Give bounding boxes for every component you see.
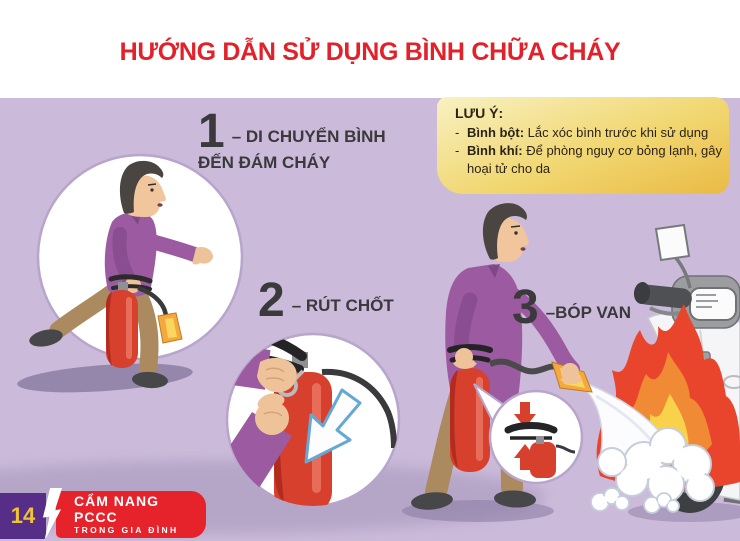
page-title: HƯỚNG DẪN SỬ DỤNG BÌNH CHỮA CHÁY — [119, 38, 621, 66]
step3-number: 3 — [512, 281, 539, 334]
bullet-dash: - — [455, 143, 460, 158]
book-title: CẨM NANG PCCC — [74, 493, 159, 525]
note-item-powder: - Bình bột: Lắc xóc bình trước khi sử dụng — [455, 125, 709, 140]
page-number-block — [0, 493, 46, 539]
step1-label — [198, 105, 386, 173]
footer — [0, 490, 740, 541]
note-title: LƯU Ý: — [455, 105, 504, 121]
note-list — [455, 124, 723, 178]
step3-label — [512, 281, 632, 334]
book-subtitle: TRONG GIA ĐÌNH — [74, 525, 179, 535]
note-item-gas: - Bình khí: Để phòng nguy cơ bỏng lạnh, gây hoại tử cho da — [455, 143, 722, 176]
step1-number: 1 — [198, 105, 225, 158]
step1-text-line2: ĐẾN ĐÁM CHÁY — [198, 153, 331, 173]
step2-text: – RÚT CHỐT — [291, 296, 394, 316]
step3-text: –BÓP VAN — [545, 303, 632, 323]
step2-label — [258, 274, 394, 327]
note-box — [437, 97, 729, 194]
page-number: 14 — [10, 503, 36, 528]
mirror — [656, 225, 689, 260]
book-title-badge — [56, 491, 206, 538]
step2-number: 2 — [258, 274, 285, 327]
bullet-dash: - — [455, 125, 460, 140]
step1-text: – DI CHUYỂN BÌNH — [231, 127, 386, 147]
